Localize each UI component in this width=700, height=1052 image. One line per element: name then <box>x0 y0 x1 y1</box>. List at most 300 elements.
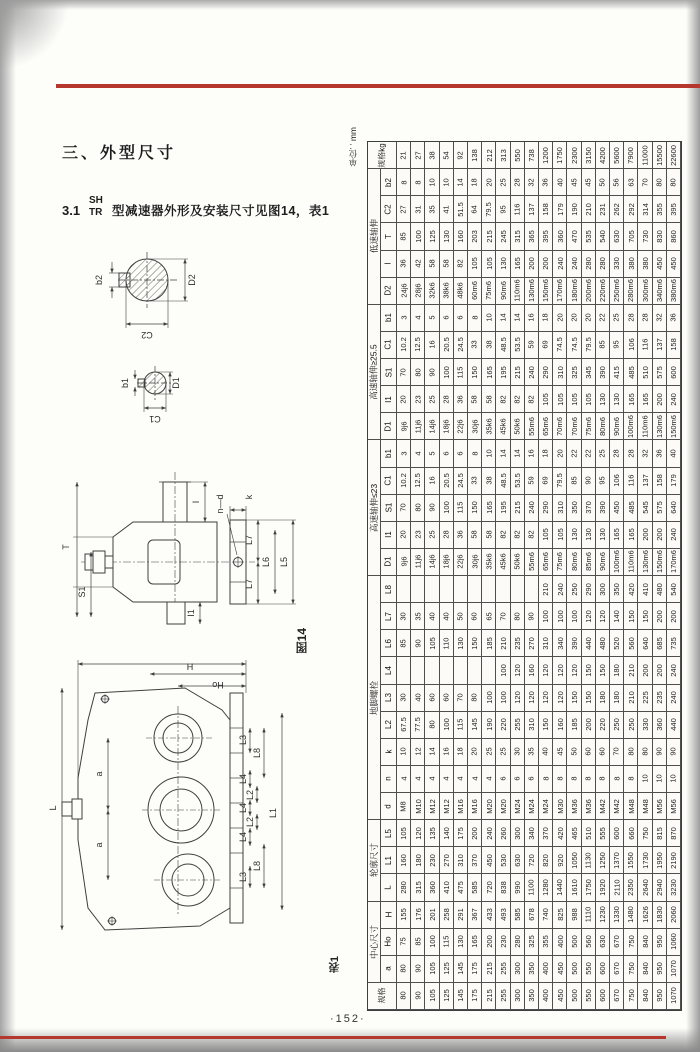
table-cell: 2300 <box>567 142 581 169</box>
table-cell: 740 <box>539 902 553 929</box>
table-cell: 55m6 <box>525 549 539 576</box>
table-cell: 48.5 <box>496 468 510 495</box>
table-cell: 678 <box>525 902 539 929</box>
table-cell: 165 <box>511 251 525 278</box>
table-cell: 115 <box>454 712 468 739</box>
dim-label-l: L <box>48 805 58 811</box>
table-cell <box>411 657 425 684</box>
table-cell: 140 <box>440 820 454 847</box>
table-cell: 22 <box>596 305 610 332</box>
table-cell: 720 <box>482 874 496 901</box>
table-cell: 130 <box>454 630 468 657</box>
unit-note: 单位：mm <box>348 127 358 167</box>
dim-label-l8-bottom: L8 <box>252 860 262 872</box>
table-cell: 106 <box>610 468 624 495</box>
table-group-label: 低速轴伸 <box>368 169 381 305</box>
dim-label-l4-2: L4 <box>238 802 248 814</box>
table-cell: 80 <box>411 495 425 522</box>
table-cell: 12.5 <box>411 332 425 359</box>
table-cell: 1950 <box>653 847 667 874</box>
table-cell: 80 <box>624 739 638 766</box>
table-cell: 25 <box>482 739 496 766</box>
table-cell: 315 <box>411 874 425 901</box>
table-cell: 450 <box>553 956 567 983</box>
table-cell: 105 <box>425 983 439 1010</box>
table-cell: 158 <box>653 468 667 495</box>
table-cell: 180 <box>411 847 425 874</box>
table-cell: 220 <box>596 712 610 739</box>
table-cell: 50 <box>596 169 610 196</box>
table-cell: 3230 <box>667 874 681 901</box>
table-cell: 176 <box>411 902 425 929</box>
table-cell: 150m6 <box>539 278 553 305</box>
table-cell: 58 <box>440 251 454 278</box>
table-cell: 10.2 <box>397 468 411 495</box>
table-cell: 1626 <box>638 902 652 929</box>
table-cell: 575 <box>653 495 667 522</box>
table-cell: 10 <box>482 440 496 467</box>
table-cell: 155 <box>397 902 411 929</box>
table-cell: 20 <box>553 440 567 467</box>
table-cell: 115 <box>440 929 454 956</box>
table-cell: 410 <box>440 874 454 901</box>
table-cell: 493 <box>496 902 510 929</box>
table-cell: 130m6 <box>653 413 667 440</box>
table-cell: 310 <box>525 712 539 739</box>
table-cell: 165 <box>638 386 652 413</box>
table-cell: 2350 <box>624 874 638 901</box>
table-cell: 75m6 <box>553 549 567 576</box>
table-cell: 280 <box>596 251 610 278</box>
table-cell: 20 <box>468 739 482 766</box>
table-cell: 130 <box>596 522 610 549</box>
table-param-label: 规格kg <box>368 142 397 169</box>
table-cell: 80 <box>425 712 439 739</box>
table-cell: M24 <box>525 793 539 820</box>
table-cell: 200 <box>638 522 652 549</box>
table-cell: 24.5 <box>454 332 468 359</box>
table-cell: 120 <box>596 603 610 630</box>
table-cell: 310 <box>539 630 553 657</box>
table-cell: 130m6 <box>638 549 652 576</box>
table-cell: 450 <box>667 251 681 278</box>
dim-label-l4-1: L4 <box>238 773 248 785</box>
table-cell: 340 <box>553 630 567 657</box>
table-param-label: L1 <box>381 847 397 874</box>
table-cell: 22 <box>567 440 581 467</box>
table-cell: M20 <box>482 793 496 820</box>
table-cell: 250 <box>567 576 581 603</box>
table-cell: 16 <box>425 468 439 495</box>
table-cell: 53.5 <box>511 332 525 359</box>
table-cell: 160 <box>525 657 539 684</box>
table-cell: 325 <box>525 929 539 956</box>
table-cell: M56 <box>653 793 667 820</box>
table-cell: 55m6 <box>525 413 539 440</box>
table-cell: 300 <box>511 983 525 1010</box>
table-cell: 10 <box>425 169 439 196</box>
table-cell: 14j6 <box>425 413 439 440</box>
table-cell: 510 <box>582 820 596 847</box>
table-cell: 160 <box>553 712 567 739</box>
table-cell: 53.5 <box>511 468 525 495</box>
table-cell: 1070 <box>667 956 681 983</box>
table-cell: 440 <box>582 630 596 657</box>
dim-label-a-upper: a <box>94 771 104 777</box>
table-cell: 200 <box>653 603 667 630</box>
table-cell <box>468 576 482 603</box>
table-cell: 16 <box>525 305 539 332</box>
table-cell: 58 <box>468 522 482 549</box>
table-cell: 130 <box>596 386 610 413</box>
table-cell: 30 <box>397 685 411 712</box>
table-cell: 415 <box>610 359 624 386</box>
table-cell: 77.5 <box>411 712 425 739</box>
dim-label-l8-top: L8 <box>252 747 262 759</box>
table-cell: 80m6 <box>567 549 581 576</box>
table-param-label: L8 <box>381 576 397 603</box>
table-cell: 8 <box>567 766 581 793</box>
table-cell: 120 <box>539 657 553 684</box>
table-cell: 840 <box>638 983 652 1010</box>
table-cell: 200 <box>638 657 652 684</box>
table-cell: 15500 <box>653 142 667 169</box>
table-cell: 25 <box>596 440 610 467</box>
table-cell: 80 <box>511 603 525 630</box>
table-cell: 80 <box>468 685 482 712</box>
table-cell: 50k6 <box>511 413 525 440</box>
table-cell: 180m6 <box>567 278 581 305</box>
table-cell: 1920 <box>596 874 610 901</box>
dim-label-l7-top: L7 <box>244 534 254 546</box>
table-cell: 110m6 <box>624 549 638 576</box>
table-cell: 25 <box>425 522 439 549</box>
table-cell: 370 <box>468 847 482 874</box>
table-cell: 180 <box>610 657 624 684</box>
table-cell: 90 <box>653 739 667 766</box>
table-cell: 56 <box>610 169 624 196</box>
table-cell: 240 <box>553 251 567 278</box>
table-cell: 540 <box>596 223 610 250</box>
table-param-label: L2 <box>381 712 397 739</box>
table-cell: M56 <box>667 793 681 820</box>
table-cell: 140 <box>610 603 624 630</box>
table-cell: 600 <box>667 359 681 386</box>
table-cell: 45 <box>567 169 581 196</box>
table-cell: 125 <box>440 983 454 1010</box>
table-cell: 240 <box>553 576 567 603</box>
table-param-label: L7 <box>381 603 397 630</box>
table-cell: 195 <box>496 495 510 522</box>
table-cell: 65 <box>482 603 496 630</box>
table-group-label: 高速轴伸≥25.5 <box>368 305 381 441</box>
table-cell: 30 <box>397 603 411 630</box>
table-cell: 420 <box>624 576 638 603</box>
table-cell: 150 <box>468 495 482 522</box>
table-cell: 165 <box>482 359 496 386</box>
scan-edge-top <box>0 0 700 10</box>
table-cell: 485 <box>624 495 638 522</box>
table-cell <box>468 657 482 684</box>
table-cell: 212 <box>482 142 496 169</box>
table-cell: 290 <box>539 495 553 522</box>
table-cell: 225 <box>638 685 652 712</box>
table-cell: 28 <box>440 522 454 549</box>
table-cell: 82 <box>525 522 539 549</box>
table-cell: 80m6 <box>596 413 610 440</box>
table-param-label: d <box>381 793 397 820</box>
table-cell: 150 <box>582 657 596 684</box>
table-cell: 75 <box>397 929 411 956</box>
table-cell: 100m6 <box>610 549 624 576</box>
table-cell: 390 <box>567 630 581 657</box>
table-cell: 2940 <box>653 874 667 901</box>
table-cell: 360 <box>653 712 667 739</box>
table-cell: 105 <box>553 522 567 549</box>
table-cell: 8 <box>411 169 425 196</box>
table-cell: 36 <box>454 386 468 413</box>
table-cell: 59 <box>525 468 539 495</box>
dim-label-c1: C1 <box>149 414 161 424</box>
table-cell: 300 <box>511 820 525 847</box>
table-cell: 400 <box>539 956 553 983</box>
table-param-label: H <box>381 902 397 929</box>
table-cell: 90 <box>425 359 439 386</box>
table-cell: 1370 <box>610 847 624 874</box>
model-code-sh: SH <box>89 195 103 206</box>
table-cell: 350 <box>525 956 539 983</box>
table-cell: 215 <box>482 956 496 983</box>
table-cell: 4 <box>440 766 454 793</box>
table-cell: 2640 <box>638 874 652 901</box>
table-cell: 85 <box>397 630 411 657</box>
table-caption: 表1 <box>329 956 341 974</box>
table-cell: 630 <box>511 847 525 874</box>
table-cell: 200 <box>653 657 667 684</box>
table-cell: 1440 <box>553 874 567 901</box>
table-cell: 23 <box>411 386 425 413</box>
shaft-section-figure <box>85 228 220 446</box>
table-cell: 28 <box>440 386 454 413</box>
table-cell: 74.5 <box>553 332 567 359</box>
table-cell: 14 <box>496 440 510 467</box>
table-cell: 45 <box>582 169 596 196</box>
table-cell: 32k6 <box>425 278 439 305</box>
table-cell: 100 <box>411 223 425 250</box>
table-cell: 150m6 <box>667 413 681 440</box>
table-cell: 115 <box>454 359 468 386</box>
scan-edge-right <box>686 0 700 1052</box>
table-cell: 18 <box>454 739 468 766</box>
table-group-label: 高速轴伸≤23 <box>368 440 381 576</box>
table-cell: 16 <box>525 440 539 467</box>
table-cell: 8 <box>582 766 596 793</box>
table-cell: 85 <box>397 223 411 250</box>
table-cell: 220 <box>496 712 510 739</box>
table-cell: 600 <box>596 983 610 1010</box>
table-cell: 12.5 <box>411 468 425 495</box>
table-cell: 367 <box>468 902 482 929</box>
table-cell: 64 <box>468 196 482 223</box>
table-cell: 82 <box>496 522 510 549</box>
table-cell: 5 <box>425 305 439 332</box>
table-cell: 201 <box>425 902 439 929</box>
table-cell: 80 <box>397 983 411 1010</box>
table-cell: 215 <box>482 983 496 1010</box>
table-cell: 95 <box>496 196 510 223</box>
dim-label-l7-bottom: L7 <box>244 578 254 590</box>
table-cell: 480 <box>596 630 610 657</box>
table-cell: 105 <box>397 820 411 847</box>
table-param-label: D1 <box>381 413 397 440</box>
table-cell: 235 <box>511 630 525 657</box>
table-cell: 14 <box>511 305 525 332</box>
table-param-label: D1 <box>381 549 397 576</box>
table-cell: 560 <box>624 630 638 657</box>
table-cell: 79.5 <box>482 196 496 223</box>
table-cell: 16 <box>425 332 439 359</box>
table-cell: 1830 <box>653 902 667 929</box>
table-cell: 310 <box>553 359 567 386</box>
table-cell: 300 <box>596 576 610 603</box>
table-param-label: L <box>381 874 397 901</box>
table-cell <box>411 576 425 603</box>
table-cell: 90 <box>411 983 425 1010</box>
table-cell: 280 <box>511 929 525 956</box>
table-cell: 120 <box>525 685 539 712</box>
table-cell: 240 <box>525 495 539 522</box>
table-cell: 90m6 <box>610 413 624 440</box>
table-cell: 120 <box>539 685 553 712</box>
table-cell: 1060 <box>667 929 681 956</box>
table-cell: 137 <box>525 196 539 223</box>
table-param-label: C1 <box>381 332 397 359</box>
table-cell: 105 <box>567 386 581 413</box>
table-cell: 840 <box>638 929 652 956</box>
table-cell: 8 <box>624 766 638 793</box>
table-cell: M36 <box>582 793 596 820</box>
table-cell: 9j6 <box>397 549 411 576</box>
table-cell: 2190 <box>667 847 681 874</box>
table-cell: 60 <box>440 685 454 712</box>
table-cell: 270 <box>525 630 539 657</box>
table-cell: 315 <box>511 223 525 250</box>
table-cell: 130 <box>454 929 468 956</box>
table-cell: 33 <box>468 332 482 359</box>
table-cell: 10 <box>482 305 496 332</box>
table-cell: 82 <box>454 251 468 278</box>
table-cell: 65m6 <box>539 413 553 440</box>
table-cell: 36 <box>397 251 411 278</box>
table-cell: 130 <box>582 522 596 549</box>
table-cell: 92 <box>454 142 468 169</box>
table-cell: 350 <box>567 495 581 522</box>
table-cell: 70 <box>610 739 624 766</box>
table-cell: 1200 <box>539 142 553 169</box>
table-cell: 555 <box>596 820 610 847</box>
table-cell: 660 <box>624 820 638 847</box>
table-cell: 215 <box>511 359 525 386</box>
table-cell: 75m6 <box>582 413 596 440</box>
table-cell: 24j6 <box>397 278 411 305</box>
table-cell: 150 <box>596 657 610 684</box>
table-cell: 475 <box>454 874 468 901</box>
table-cell: 540 <box>667 576 681 603</box>
table-cell: 231 <box>596 196 610 223</box>
table-cell: 145 <box>468 712 482 739</box>
table-cell: 240 <box>525 359 539 386</box>
table-cell: 38 <box>425 142 439 169</box>
table-cell: M16 <box>454 793 468 820</box>
table-cell: 200 <box>539 251 553 278</box>
table-cell: 75m6 <box>482 278 496 305</box>
table-cell: 20 <box>397 522 411 549</box>
table-cell: 325 <box>567 359 581 386</box>
dim-label-t: T <box>61 544 71 550</box>
dim-label-l2-2: L2 <box>245 816 255 828</box>
table-cell: M30 <box>553 793 567 820</box>
table-cell: 22 <box>582 440 596 467</box>
table-cell: 255 <box>496 983 510 1010</box>
table-cell: 1730 <box>638 847 652 874</box>
table-cell <box>511 576 525 603</box>
table-cell: 20 <box>567 305 581 332</box>
table-cell: 70 <box>397 359 411 386</box>
table-cell: 135 <box>425 820 439 847</box>
dim-label-l2-1: L2 <box>245 789 255 801</box>
table-cell: 120 <box>411 820 425 847</box>
table-cell: 30j6 <box>468 413 482 440</box>
table-cell: 11j6 <box>411 549 425 576</box>
table-cell: 69 <box>539 332 553 359</box>
table-cell: 10 <box>440 169 454 196</box>
table-cell: 150 <box>624 603 638 630</box>
table-cell: 345 <box>582 359 596 386</box>
table-cell <box>482 576 496 603</box>
table-cell: 40 <box>440 603 454 630</box>
table-cell: 70 <box>496 603 510 630</box>
dim-label-l4-3: L4 <box>238 831 248 843</box>
table-cell: 150 <box>582 685 596 712</box>
table-group-label: 轮廓尺寸 <box>368 820 381 901</box>
table-cell <box>440 657 454 684</box>
table-group-label: 中心尺寸 <box>368 902 381 983</box>
dim-label-b1: b1 <box>120 377 130 389</box>
scan-corner-shadow <box>0 0 70 70</box>
table-cell: 20 <box>582 305 596 332</box>
table-cell: 5600 <box>610 142 624 169</box>
table-cell: 350 <box>610 576 624 603</box>
table-cell: 355 <box>539 929 553 956</box>
table-param-label: k <box>381 739 397 766</box>
table-param-label: C1 <box>381 468 397 495</box>
table-cell: 100 <box>553 603 567 630</box>
table-cell: 120 <box>582 603 596 630</box>
table-cell: 36 <box>653 440 667 467</box>
table-cell: 160 <box>454 223 468 250</box>
table-cell: 4 <box>482 766 496 793</box>
table-cell: 380m6 <box>667 278 681 305</box>
table-cell: 240 <box>667 386 681 413</box>
table-cell: 450 <box>553 983 567 1010</box>
table-cell: 255 <box>496 956 510 983</box>
dim-label-ho: Ho <box>212 680 224 690</box>
table-cell: M16 <box>468 793 482 820</box>
table-cell: 150 <box>567 685 581 712</box>
table-cell: 1110 <box>582 902 596 929</box>
table-cell: 820 <box>539 847 553 874</box>
table-param-label: b2 <box>381 169 397 196</box>
